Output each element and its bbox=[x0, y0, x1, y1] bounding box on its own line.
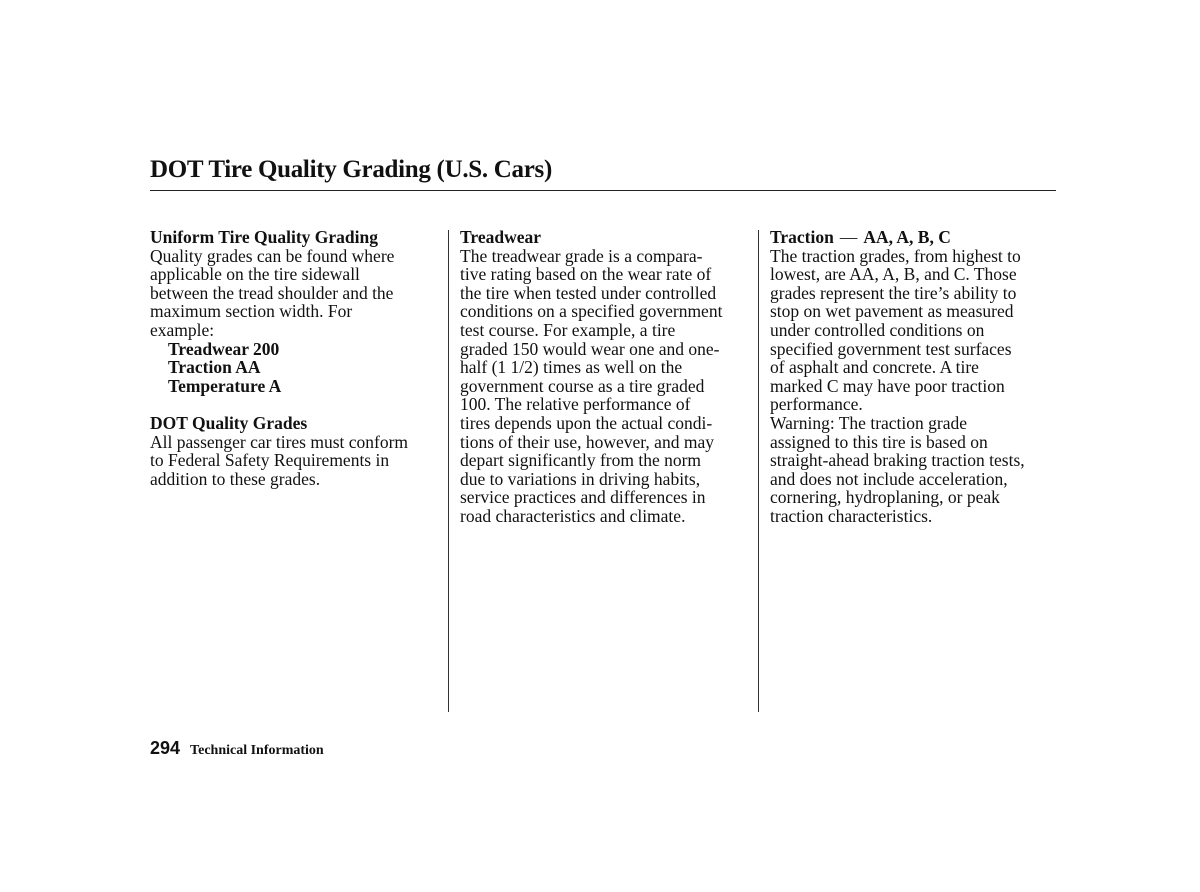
text-line: All passenger car tires must conform bbox=[150, 431, 409, 452]
heading-uniform-tire-quality-grading: Uniform Tire Quality Grading bbox=[150, 227, 379, 247]
text-line: service practices and differences in bbox=[460, 487, 706, 508]
text-line: traction characteristics. bbox=[770, 505, 933, 526]
text-line: graded 150 would wear one and one- bbox=[460, 338, 720, 359]
heading-treadwear: Treadwear bbox=[460, 227, 541, 247]
example-traction: Traction AA bbox=[168, 357, 261, 378]
heading-dot-quality-grades: DOT Quality Grades bbox=[150, 412, 308, 433]
text-line: lowest, are AA, A, B, and C. Those bbox=[770, 264, 1017, 285]
text-line: the tire when tested under controlled bbox=[460, 282, 717, 303]
text-line: Warning: The traction grade bbox=[770, 412, 968, 433]
example-treadwear: Treadwear 200 bbox=[168, 338, 280, 359]
text-line: test course. For example, a tire bbox=[460, 319, 676, 340]
heading-traction bbox=[770, 228, 1060, 247]
text-line: assigned to this tire is based on bbox=[770, 431, 988, 452]
column-divider-1 bbox=[448, 230, 449, 712]
page-number: 294 bbox=[150, 738, 181, 758]
section-name: Technical Information bbox=[190, 743, 324, 758]
text-line: stop on wet pavement as measured bbox=[770, 301, 1014, 322]
text-line: tions of their use, however, and may bbox=[460, 431, 714, 452]
column-traction bbox=[770, 228, 1060, 526]
text-line: road characteristics and climate. bbox=[460, 505, 686, 526]
text-line: and does not include acceleration, bbox=[770, 468, 1008, 489]
text-line: tires depends upon the actual condi- bbox=[460, 412, 713, 433]
text-line: straight-ahead braking traction tests, bbox=[770, 450, 1025, 471]
column-treadwear bbox=[460, 228, 750, 526]
text-line: to Federal Safety Requirements in bbox=[150, 450, 390, 471]
text-line: applicable on the tire sidewall bbox=[150, 264, 360, 285]
page-footer bbox=[150, 738, 324, 759]
text-line: between the tread shoulder and the bbox=[150, 282, 394, 303]
text-line: example: bbox=[150, 319, 215, 340]
text-line: Quality grades can be found where bbox=[150, 245, 395, 266]
spacer bbox=[150, 395, 440, 414]
text-line: due to variations in driving habits, bbox=[460, 468, 701, 489]
text-line: addition to these grades. bbox=[150, 468, 321, 489]
page-title: DOT Tire Quality Grading (U.S. Cars) bbox=[150, 156, 552, 183]
example-temperature: Temperature A bbox=[168, 375, 282, 396]
column-divider-2 bbox=[758, 230, 759, 712]
text-line: maximum section width. For bbox=[150, 301, 353, 322]
title-rule bbox=[150, 190, 1056, 191]
text-line: depart significantly from the norm bbox=[460, 450, 702, 471]
text-line: conditions on a specified government bbox=[460, 301, 723, 322]
text-line: specified government test surfaces bbox=[770, 338, 1012, 359]
heading-traction-dash: — bbox=[839, 227, 858, 247]
text-line: cornering, hydroplaning, or peak bbox=[770, 487, 1000, 508]
text-line: of asphalt and concrete. A tire bbox=[770, 357, 979, 378]
text-line: The traction grades, from highest to bbox=[770, 245, 1021, 266]
heading-traction-label: Traction bbox=[770, 227, 834, 247]
text-line: grades represent the tire’s ability to bbox=[770, 282, 1017, 303]
text-line: tive rating based on the wear rate of bbox=[460, 264, 712, 285]
text-line: 100. The relative performance of bbox=[460, 394, 691, 415]
text-line: half (1 1/2) times as well on the bbox=[460, 357, 683, 378]
text-line: government course as a tire graded bbox=[460, 375, 705, 396]
heading-traction-grades: AA, A, B, C bbox=[863, 227, 951, 247]
text-line: The treadwear grade is a compara- bbox=[460, 245, 703, 266]
column-uniform-grading bbox=[150, 228, 440, 488]
text-line: under controlled conditions on bbox=[770, 319, 985, 340]
text-line: marked C may have poor traction bbox=[770, 375, 1005, 396]
text-line: performance. bbox=[770, 394, 863, 415]
